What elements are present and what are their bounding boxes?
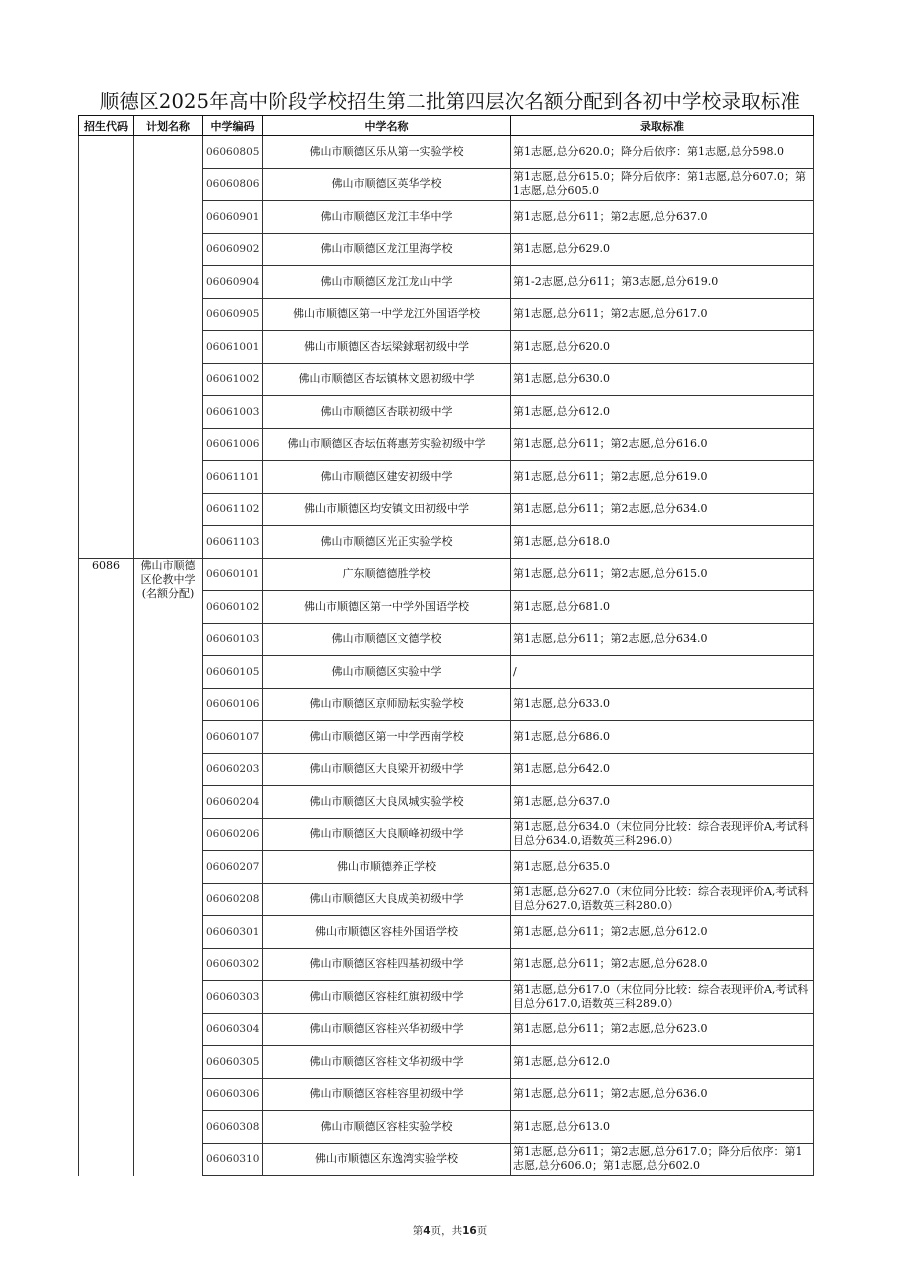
admission-standard-cell: 第1志愿,总分611；第2志愿,总分628.0 (511, 948, 814, 981)
document-title: 顺德区2025年高中阶段学校招生第二批第四层次名额分配到各初中学校录取标准 (99, 90, 801, 113)
admission-standard-cell: 第1志愿,总分611；第2志愿,总分636.0 (511, 1078, 814, 1111)
school-code-cell: 06060101 (203, 558, 263, 591)
school-code-cell: 06060905 (203, 298, 263, 331)
school-name-cell: 佛山市顺德区文德学校 (263, 623, 511, 656)
page-footer (0, 1223, 900, 1238)
admission-standard-cell: 第1志愿,总分611；第2志愿,总分617.0；降分后依序：第1志愿,总分606.0；第1志愿,总分602.0 (511, 1143, 814, 1176)
admission-standard-cell: 第1志愿,总分612.0 (511, 396, 814, 429)
admission-standard-cell: 第1志愿,总分635.0 (511, 851, 814, 884)
school-code-cell: 06060206 (203, 818, 263, 851)
school-code-cell: 06060304 (203, 1013, 263, 1046)
admission-standard-cell: 第1志愿,总分615.0；降分后依序：第1志愿,总分607.0；第1志愿,总分605.0 (511, 168, 814, 201)
column-header-school-name: 中学名称 (263, 116, 511, 136)
admission-standard-cell: 第1志愿,总分620.0 (511, 331, 814, 364)
table-row (79, 558, 814, 591)
school-name-cell: 佛山市顺德区第一中学西南学校 (263, 721, 511, 754)
column-header-standard: 录取标准 (511, 116, 814, 136)
school-name-cell: 广东顺德德胜学校 (263, 558, 511, 591)
school-name-cell: 佛山市顺德区杏坛梁銶琚初级中学 (263, 331, 511, 364)
school-code-cell: 06060904 (203, 266, 263, 299)
school-code-cell: 06060208 (203, 883, 263, 916)
school-name-cell: 佛山市顺德区乐从第一实验学校 (263, 136, 511, 169)
school-code-cell: 06060207 (203, 851, 263, 884)
school-name-cell: 佛山市顺德区容桂外国语学校 (263, 916, 511, 949)
school-code-cell: 06061003 (203, 396, 263, 429)
school-name-cell: 佛山市顺德区大良梁开初级中学 (263, 753, 511, 786)
school-name-cell: 佛山市顺德区第一中学外国语学校 (263, 591, 511, 624)
admission-standard-cell: 第1志愿,总分611；第2志愿,总分619.0 (511, 461, 814, 494)
school-code-cell: 06060102 (203, 591, 263, 624)
school-code-cell: 06061102 (203, 493, 263, 526)
school-name-cell: 佛山市顺德区容桂兴华初级中学 (263, 1013, 511, 1046)
admission-standard-cell: / (511, 656, 814, 689)
admission-standard-cell: 第1志愿,总分617.0（末位同分比较：综合表现评价A,考试科目总分617.0,语数英三科289.0） (511, 981, 814, 1014)
school-name-cell: 佛山市顺德区大良顺峰初级中学 (263, 818, 511, 851)
admission-standard-cell: 第1志愿,总分681.0 (511, 591, 814, 624)
table-header-row (79, 116, 814, 136)
school-code-cell: 06060203 (203, 753, 263, 786)
admission-standard-cell: 第1志愿,总分629.0 (511, 233, 814, 266)
school-code-cell: 06060105 (203, 656, 263, 689)
admission-standard-cell: 第1志愿,总分611；第2志愿,总分634.0 (511, 623, 814, 656)
school-code-cell: 06060902 (203, 233, 263, 266)
column-header-plan-name: 计划名称 (134, 116, 203, 136)
admission-standards-table (78, 115, 814, 1176)
school-name-cell: 佛山市顺德区杏联初级中学 (263, 396, 511, 429)
school-name-cell: 佛山市顺德区容桂文华初级中学 (263, 1046, 511, 1079)
admission-standard-cell: 第1志愿,总分642.0 (511, 753, 814, 786)
admission-standard-cell: 第1志愿,总分613.0 (511, 1111, 814, 1144)
school-code-cell: 06061006 (203, 428, 263, 461)
school-code-cell: 06060308 (203, 1111, 263, 1144)
school-name-cell: 佛山市顺德区容桂实验学校 (263, 1111, 511, 1144)
school-code-cell: 06060103 (203, 623, 263, 656)
admission-standard-cell: 第1志愿,总分633.0 (511, 688, 814, 721)
school-code-cell: 06060107 (203, 721, 263, 754)
school-code-cell: 06060306 (203, 1078, 263, 1111)
admission-standard-cell: 第1志愿,总分612.0 (511, 1046, 814, 1079)
school-name-cell: 佛山市顺德区均安镇文田初级中学 (263, 493, 511, 526)
school-name-cell: 佛山市顺德区大良凤城实验学校 (263, 786, 511, 819)
column-header-zs-code: 招生代码 (79, 116, 134, 136)
school-name-cell: 佛山市顺德区东逸湾实验学校 (263, 1143, 511, 1176)
school-name-cell: 佛山市顺德区容桂容里初级中学 (263, 1078, 511, 1111)
school-code-cell: 06060305 (203, 1046, 263, 1079)
footer-middle: 页，共 (430, 1225, 463, 1237)
admission-standard-cell: 第1志愿,总分611；第2志愿,总分615.0 (511, 558, 814, 591)
school-name-cell: 佛山市顺德区建安初级中学 (263, 461, 511, 494)
admission-standard-cell: 第1志愿,总分630.0 (511, 363, 814, 396)
footer-prefix: 第 (412, 1225, 424, 1237)
school-name-cell: 佛山市顺德区杏坛伍蒋惠芳实验初级中学 (263, 428, 511, 461)
zs-code-cell (79, 136, 134, 559)
admission-standard-cell: 第1志愿,总分620.0；降分后依序：第1志愿,总分598.0 (511, 136, 814, 169)
school-name-cell: 佛山市顺德区京师励耘实验学校 (263, 688, 511, 721)
school-code-cell: 06061101 (203, 461, 263, 494)
zs-code-cell: 6086 (79, 558, 134, 1176)
school-name-cell: 佛山市顺德区龙江里海学校 (263, 233, 511, 266)
school-name-cell: 佛山市顺德区大良成美初级中学 (263, 883, 511, 916)
admission-standard-cell: 第1志愿,总分618.0 (511, 526, 814, 559)
footer-suffix: 页 (476, 1225, 488, 1237)
school-code-cell: 06060302 (203, 948, 263, 981)
school-code-cell: 06060805 (203, 136, 263, 169)
footer-total-pages: 16 (462, 1225, 477, 1237)
footer-page-number: 4 (423, 1225, 431, 1237)
school-code-cell: 06061103 (203, 526, 263, 559)
admission-standard-cell: 第1志愿,总分611；第2志愿,总分623.0 (511, 1013, 814, 1046)
admission-standard-cell: 第1志愿,总分686.0 (511, 721, 814, 754)
admission-standard-cell: 第1-2志愿,总分611；第3志愿,总分619.0 (511, 266, 814, 299)
school-code-cell: 06060301 (203, 916, 263, 949)
admission-standard-cell: 第1志愿,总分611；第2志愿,总分616.0 (511, 428, 814, 461)
school-name-cell: 佛山市顺德区容桂红旗初级中学 (263, 981, 511, 1014)
admission-standard-cell: 第1志愿,总分611；第2志愿,总分612.0 (511, 916, 814, 949)
plan-name-cell (134, 136, 203, 559)
plan-name-cell: 佛山市顺德区伦教中学(名额分配) (134, 558, 203, 1176)
school-code-cell: 06060310 (203, 1143, 263, 1176)
admission-standard-cell: 第1志愿,总分611；第2志愿,总分617.0 (511, 298, 814, 331)
admission-standard-cell: 第1志愿,总分611；第2志愿,总分634.0 (511, 493, 814, 526)
column-header-school-code: 中学编码 (203, 116, 263, 136)
school-name-cell: 佛山市顺德区容桂四基初级中学 (263, 948, 511, 981)
school-code-cell: 06061002 (203, 363, 263, 396)
school-code-cell: 06061001 (203, 331, 263, 364)
school-name-cell: 佛山市顺德区实验中学 (263, 656, 511, 689)
table-row (79, 136, 814, 169)
school-code-cell: 06060106 (203, 688, 263, 721)
admission-standard-cell: 第1志愿,总分634.0（末位同分比较：综合表现评价A,考试科目总分634.0,语数英三科296.0） (511, 818, 814, 851)
school-name-cell: 佛山市顺德养正学校 (263, 851, 511, 884)
school-name-cell: 佛山市顺德区第一中学龙江外国语学校 (263, 298, 511, 331)
school-name-cell: 佛山市顺德区杏坛镇林文恩初级中学 (263, 363, 511, 396)
school-name-cell: 佛山市顺德区龙江丰华中学 (263, 201, 511, 234)
school-code-cell: 06060204 (203, 786, 263, 819)
admission-standard-cell: 第1志愿,总分627.0（末位同分比较：综合表现评价A,考试科目总分627.0,语数英三科280.0） (511, 883, 814, 916)
school-code-cell: 06060806 (203, 168, 263, 201)
school-name-cell: 佛山市顺德区龙江龙山中学 (263, 266, 511, 299)
school-code-cell: 06060303 (203, 981, 263, 1014)
school-name-cell: 佛山市顺德区英华学校 (263, 168, 511, 201)
school-name-cell: 佛山市顺德区光正实验学校 (263, 526, 511, 559)
admission-standard-cell: 第1志愿,总分611；第2志愿,总分637.0 (511, 201, 814, 234)
school-code-cell: 06060901 (203, 201, 263, 234)
admission-standard-cell: 第1志愿,总分637.0 (511, 786, 814, 819)
